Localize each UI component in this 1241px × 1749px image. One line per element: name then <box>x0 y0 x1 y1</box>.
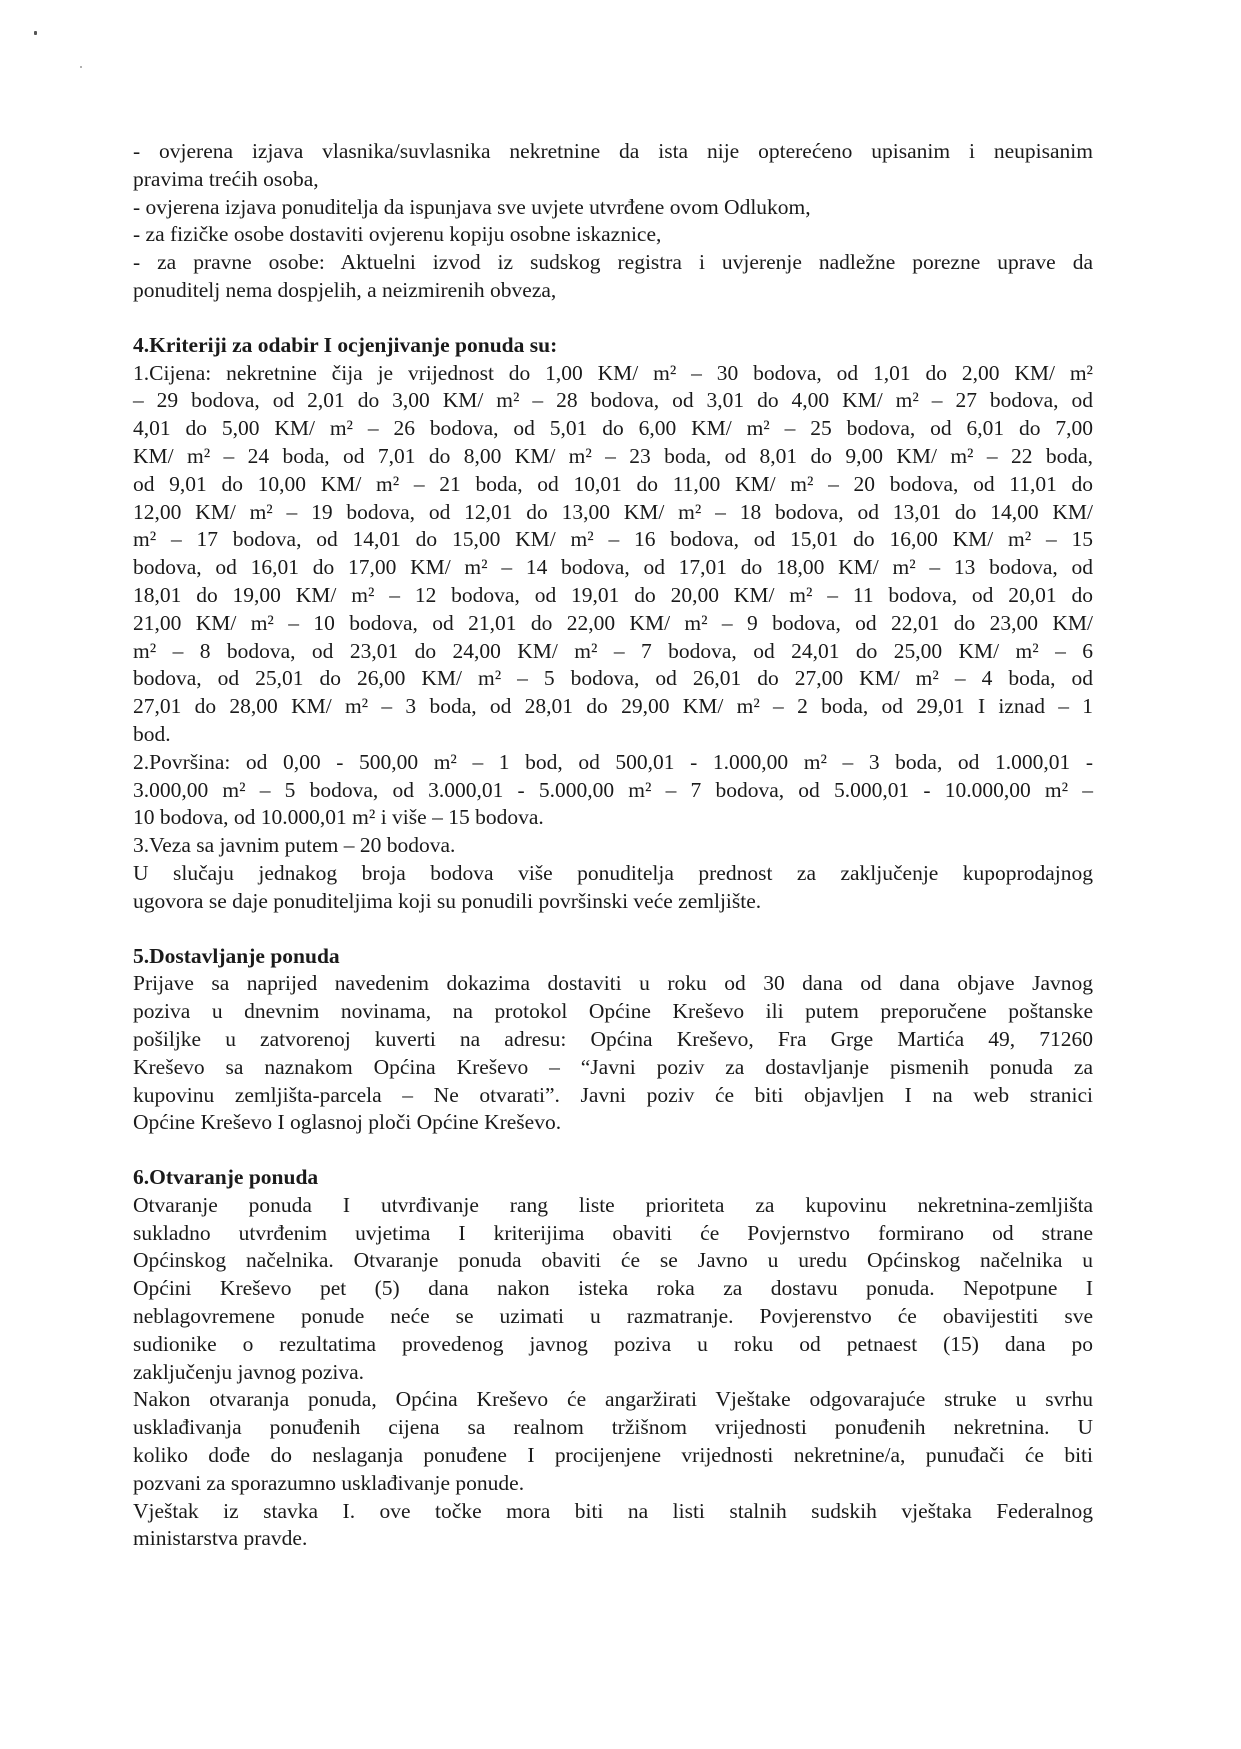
text-line: kupovinu zemljišta-parcela – Ne otvarati”. Javni poziv će biti objavljen I na web stranici <box>133 1082 1093 1107</box>
text-line: – 29 bodova, od 2,01 do 3,00 KM/ m² – 28 bodova, od 3,01 do 4,00 KM/ m² – 27 bodova, od <box>133 388 1093 413</box>
section-4-criteria <box>133 332 1093 916</box>
text-line: koliko dođe do neslaganja ponuđene I procijenjene vrijednosti nekretnine/a, punuđači će biti <box>133 1443 1093 1468</box>
text-line: m² – 8 bodova, od 23,01 do 24,00 KM/ m² – 7 bodova, od 24,01 do 25,00 KM/ m² – 6 <box>133 638 1093 663</box>
text-line: bodova, od 16,01 do 17,00 KM/ m² – 14 bodova, od 17,01 do 18,00 KM/ m² – 13 bodova, od <box>133 555 1093 580</box>
text-line: pravima trećih osoba, <box>133 166 319 191</box>
section-heading: 6.Otvaranje ponuda <box>133 1165 319 1190</box>
text-line: Općini Kreševo pet (5) dana nakon isteka roka za dostavu ponuda. Nepotpune I <box>133 1276 1093 1301</box>
text-line: 4,01 do 5,00 KM/ m² – 26 bodova, od 5,01 do 6,00 KM/ m² – 25 bodova, od 6,01 do 7,00 <box>133 416 1093 441</box>
text-line: usklađivanja ponuđenih cijena sa realnom tržišnom vrijednosti ponuđenih nekretnina. U <box>133 1415 1093 1440</box>
text-line: 12,00 KM/ m² – 19 bodova, od 12,01 do 13,00 KM/ m² – 18 bodova, od 13,01 do 14,00 KM/ <box>133 499 1093 524</box>
text-line: sukladno utvrđenim uvjetima I kriterijima obaviti će Povjernstvo formirano od strane <box>133 1220 1093 1245</box>
text-line: zaključenju javnog poziva. <box>133 1359 365 1384</box>
text-line: 1.Cijena: nekretnine čija je vrijednost do 1,00 KM/ m² – 30 bodova, od 1,01 do 2,00 KM/ m² <box>133 360 1093 385</box>
text-line: 2.Površina: od 0,00 - 500,00 m² – 1 bod, od 500,01 - 1.000,00 m² – 3 boda, od 1.000,01 - <box>133 749 1093 774</box>
text-line: bod. <box>133 721 171 746</box>
text-line: Općinskog načelnika. Otvaranje ponuda obaviti će se Javno u uredu Općinskog načelnika u <box>133 1248 1093 1273</box>
text-line: 21,00 KM/ m² – 10 bodova, od 21,01 do 22,00 KM/ m² – 9 bodova, od 22,01 do 23,00 KM/ <box>133 610 1093 635</box>
section-heading: 4.Kriteriji za odabir I ocjenjivanje ponuda su: <box>133 332 558 357</box>
text-line: 27,01 do 28,00 KM/ m² – 3 boda, od 28,01 do 29,00 KM/ m² – 2 boda, od 29,01 I iznad – 1 <box>133 694 1093 719</box>
text-line: pošiljke u zatvorenoj kuverti na adresu: Općina Kreševo, Fra Grge Martića 49, 71260 <box>133 1026 1093 1051</box>
text-line: Nakon otvaranja ponuda, Općina Kreševo će angaržirati Vještake odgovarajuće struke u svrhu <box>133 1387 1093 1412</box>
section-5-submission <box>133 943 1093 1138</box>
text-line: Kreševo sa naznakom Općina Kreševo – “Javni poziv za dostavljanje pismenih ponuda za <box>133 1054 1093 1079</box>
text-line: Vještak iz stavka I. ove točke mora biti na listi stalnih sudskih vještaka Federalnog <box>133 1498 1093 1523</box>
text-line: - ovjerena izjava vlasnika/suvlasnika nekretnine da ista nije opterećeno upisanim i neupisanim <box>133 139 1093 163</box>
text-line: U slučaju jednakog broja bodova više ponuditelja prednost za zaključenje kupoprodajnog <box>133 860 1093 885</box>
text-line: sudionike o rezultatima provedenog javnog poziva u roku od petnaest (15) dana po <box>133 1331 1093 1356</box>
text-line: ponuditelj nema dospjelih, a neizmirenih obveza, <box>133 277 557 302</box>
text-line: - ovjerena izjava ponuditelja da ispunjava sve uvjete utvrđene ovom Odlukom, <box>133 194 811 219</box>
text-line: KM/ m² – 24 boda, od 7,01 do 8,00 KM/ m² – 23 boda, od 8,01 do 9,00 KM/ m² – 22 boda, <box>133 443 1093 468</box>
text-line: od 9,01 do 10,00 KM/ m² – 21 boda, od 10,01 do 11,00 KM/ m² – 20 bodova, od 11,01 do <box>133 471 1093 496</box>
section-heading: 5.Dostavljanje ponuda <box>133 943 340 968</box>
text-line: pozvani za sporazumno usklađivanje ponude. <box>133 1470 525 1495</box>
text-line: bodova, od 25,01 do 26,00 KM/ m² – 5 bodova, od 26,01 do 27,00 KM/ m² – 4 boda, od <box>133 666 1093 691</box>
text-line: ugovora se daje ponuditeljima koji su ponudili površinski veće zemljište. <box>133 888 762 913</box>
text-line: - za pravne osobe: Aktuelni izvod iz sudskog registra i uvjerenje nadležne porezne uprave da <box>133 250 1093 275</box>
section-6-opening <box>133 1164 1093 1553</box>
scan-mark <box>34 31 37 35</box>
text-line: neblagovremene ponude neće se uzimati u razmatranje. Povjerenstvo će obavijestiti sve <box>133 1304 1093 1329</box>
text-line: Otvaranje ponuda I utvrđivanje rang liste prioriteta za kupovinu nekretnina-zemljišta <box>133 1192 1093 1217</box>
scan-mark <box>80 66 82 68</box>
text-line: ministarstva pravde. <box>133 1526 308 1551</box>
text-line: 18,01 do 19,00 KM/ m² – 12 bodova, od 19,01 do 20,00 KM/ m² – 11 bodova, od 20,01 do <box>133 582 1093 607</box>
text-line: m² – 17 bodova, od 14,01 do 15,00 KM/ m² – 16 bodova, od 15,01 do 16,00 KM/ m² – 15 <box>133 527 1093 552</box>
text-line: Općine Kreševo I oglasnoj ploči Općine Kreševo. <box>133 1110 562 1135</box>
text-line: Prijave sa naprijed navedenim dokazima dostaviti u roku od 30 dana od dana objave Javnog <box>133 971 1093 996</box>
document-page <box>133 138 1093 1553</box>
text-line: 3.000,00 m² – 5 bodova, od 3.000,01 - 5.000,00 m² – 7 bodova, od 5.000,01 - 10.000,00 m² – <box>133 777 1093 802</box>
text-line: 3.Veza sa javnim putem – 20 bodova. <box>133 833 456 858</box>
text-line: poziva u dnevnim novinama, na protokol Općine Kreševo ili putem preporučene poštanske <box>133 999 1093 1024</box>
intro-paragraph <box>133 138 1093 305</box>
text-line: - za fizičke osobe dostaviti ovjerenu kopiju osobne iskaznice, <box>133 222 662 247</box>
text-line: 10 bodova, od 10.000,01 m² i više – 15 bodova. <box>133 805 544 830</box>
